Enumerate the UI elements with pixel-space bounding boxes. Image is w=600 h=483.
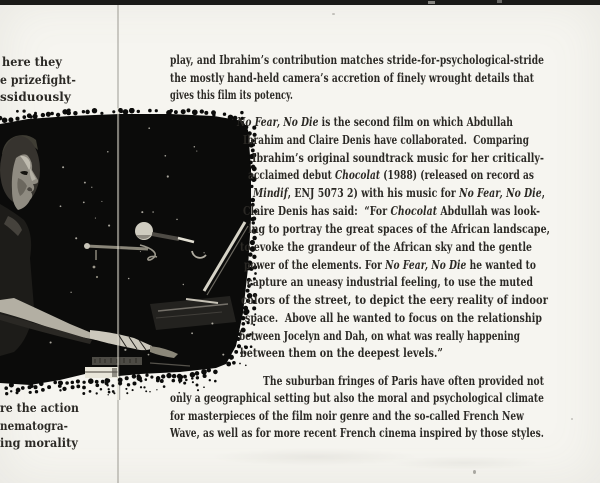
film-title-italic: Chocolat — [335, 167, 381, 182]
text-run: is the second film on which Abdullah — [318, 114, 513, 129]
left-page-fragment — [2, 53, 68, 71]
text-run: e prizefight- — [0, 72, 76, 87]
paragraph-2-line — [239, 327, 600, 345]
text-run: to evoke the grandeur of the African sky and the gentle — [240, 239, 532, 254]
film-title-italic: No Fear, No Die — [385, 257, 467, 272]
text-run: (1988) (released on record as — [380, 167, 534, 182]
paper-speck — [571, 418, 573, 420]
paragraph-1-line — [170, 51, 600, 69]
paper-speck — [332, 13, 335, 15]
paper-speck — [473, 470, 476, 474]
film-title-italic: No Fear, No Die — [459, 185, 542, 200]
text-run: ssiduously — [0, 89, 71, 104]
text-run: here they — [2, 54, 62, 69]
text-run: gives this film its potency. — [170, 87, 293, 102]
text-run: Abdullah was look- — [437, 203, 540, 218]
film-title-italic: Chocolat — [390, 203, 438, 218]
text-run: acclaimed debut — [248, 167, 336, 182]
left-page-fragment — [0, 88, 74, 106]
paragraph-2-line — [253, 184, 600, 202]
text-run: between them on the deepest levels.” — [240, 345, 443, 360]
fold-crease — [117, 400, 119, 483]
text-run: Ibrahim and Claire Denis have collaborated. Comparing — [243, 132, 529, 147]
text-run: space. Above all he wanted to focus on the relationship — [245, 310, 542, 325]
text-run: re the action — [0, 400, 79, 415]
page-top-edge — [0, 0, 600, 5]
text-run: colors of the street, to depict the eery reality of indoor — [241, 292, 548, 307]
paragraph-3-line — [263, 372, 600, 390]
paper-smudge — [210, 448, 420, 466]
paragraph-3-line — [170, 424, 600, 442]
text-run: between Jocelyn and Dah, on what was really happening — [239, 328, 520, 343]
top-edge-nick — [497, 0, 502, 3]
text-run: only a geographical setting but also the moral and psychological climate — [170, 390, 544, 405]
text-run: nematogra- — [0, 418, 68, 433]
paper-smudge — [390, 456, 540, 470]
text-run: Claire Denis has said: “For — [243, 203, 391, 218]
text-run: capture an uneasy industrial feeling, to use the muted — [247, 274, 533, 289]
text-run: ing to portray the great spaces of the African landscape, — [248, 221, 550, 236]
left-page-fragment — [0, 434, 86, 452]
paragraph-2-line — [240, 238, 600, 256]
text-run: Ibrahim’s original soundtrack music for her critically- — [252, 150, 544, 165]
text-run: he wanted to — [466, 257, 536, 272]
film-title-italic: Mindif — [253, 185, 288, 200]
paragraph-2-line — [248, 220, 600, 238]
paragraph-2-line — [252, 149, 600, 167]
text-run: power of the elements. For — [244, 257, 386, 272]
left-page-fragment — [0, 399, 90, 417]
text-run: the mostly hand-held camera’s accretion of finely wrought details that — [170, 70, 534, 85]
left-page-fragment — [0, 417, 81, 435]
text-run: for masterpieces of the film noir genre and the so-called French New — [170, 408, 524, 423]
text-run: The suburban fringes of Paris have often provided not — [263, 373, 544, 388]
paragraph-2-line — [243, 131, 600, 149]
paragraph-2-line — [247, 273, 600, 291]
top-edge-nick — [428, 1, 435, 4]
paragraph-2-line — [243, 202, 600, 220]
paragraph-2-line — [245, 309, 600, 327]
paragraph-1-line — [170, 86, 354, 104]
paragraph-2-line — [241, 291, 600, 309]
text-run: ing morality — [0, 435, 78, 450]
paragraph-3-line — [170, 389, 600, 407]
paragraph-2-line — [248, 166, 600, 184]
fold-crease — [117, 5, 119, 108]
text-run: play, and Ibrahim’s contribution matches stride-for-psychological-stride — [170, 52, 544, 67]
text-run: Wave, as well as for more recent French cinema inspired by those styles. — [170, 425, 544, 440]
left-page-fragment — [0, 71, 87, 89]
paragraph-2-line — [244, 256, 600, 274]
text-run: , — [541, 185, 545, 200]
film-title-italic: No Fear, No Die — [237, 114, 319, 129]
text-run: , ENJ 5073 2) with his music for — [287, 185, 460, 200]
paragraph-3-line — [170, 407, 600, 425]
paragraph-1-line — [170, 69, 600, 87]
pianist-photo — [0, 108, 258, 400]
paragraph-2-line — [240, 344, 503, 362]
paragraph-2-line — [237, 113, 600, 131]
